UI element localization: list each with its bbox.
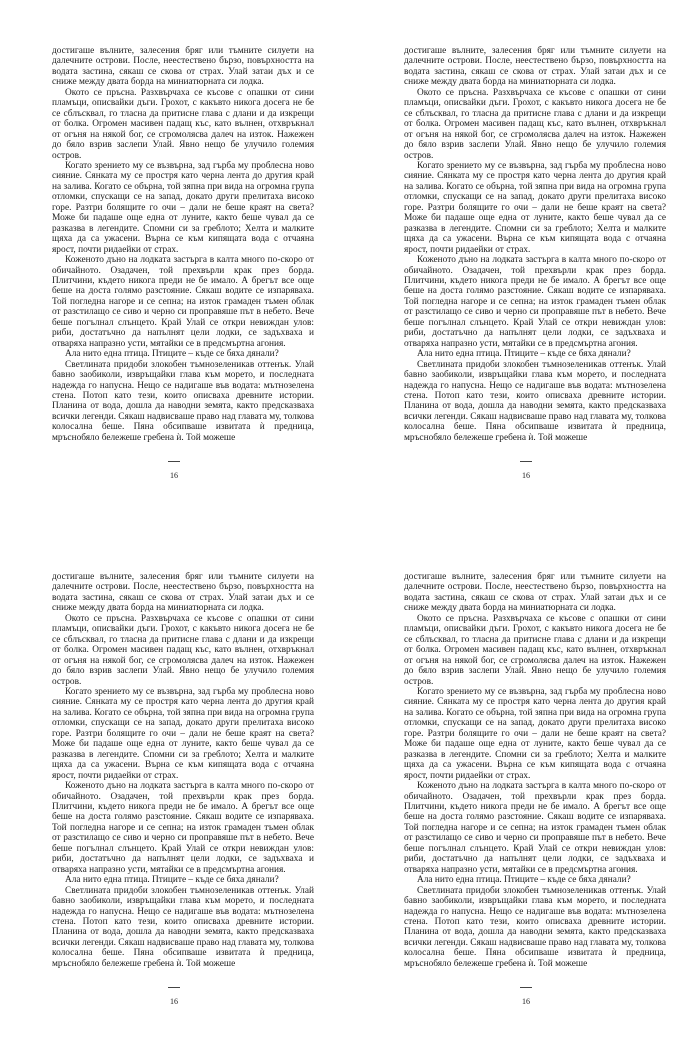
paragraph: Коженото дъно на лодката застърга в калта много по-скоро от обичайното. Озадачен, той прехвърли крак през борда. Плитчини, където никога преди не бе имало. А брегът все още беше на доста голямо разстояние. Сякаш водите се изпаряваха. Той погледна нагоре и се сепна; на изток грамаден тъмен облак от разстилащо се сиво и черно си проправяше път в небето. Вече беше погълнал слънцето. Край Улай се откри невиждан улов: риби, достатъчно да напълнят цели лодки, се задъхваха и отваряха напразно усти, мятайки се в предсмъртна агония. — [404, 781, 666, 875]
paragraph: Коженото дъно на лодката застърга в калта много по-скоро от обичайното. Озадачен, той прехвърли крак през борда. Плитчини, където никога преди не бе имало. А брегът все още беше на доста голямо разстояние. Сякаш водите се изпаряваха. Той погледна нагоре и се сепна; на изток грамаден тъмен облак от разстилащо се сиво и черно си проправяше път в небето. Вече беше погълнал слънцето. Край Улай се откри невиждан улов: риби, достатъчно да напълнят цели лодки, се задъхваха и отваряха напразно усти, мятайки се в предсмъртна агония. — [52, 255, 314, 349]
paragraph: Когато зрението му се възвърна, зад гърба му проблесна ново сияние. Сянката му се простря като черна лента до другия край на залива. Когато се обърна, той зяпна при вида на огромна група отломки, спускащи се на запад, докато други прелитаха високо горе. Разтри болящите го очи – дали не беше краят на света? Може би падаше още една от луните, както беше чувал да се разказва в легендите. Спомни си за греблото; Хелта и малките щяха да са ужасени. Върна се към кипящата вода с отчаяна ярост, почти ридаейки от страх. — [404, 160, 666, 255]
paragraph: достигаше вълните, залесения бряг или тъмните силуети на далечните острови. После, неестествено бързо, повърхността на водата застина, сякаш се скова от страх. Улай затаи дъх и се сниже между двата борда на миниатюрната си лодка. — [404, 572, 666, 614]
paragraph: Окото се пръсна. Разхвърчаха се късове с опашки от сини пламъци, описвайки дъги. Грохот, с какъвто никога досега не бе се сблъсквал, го тласна да притисне глава с длани и да изкрещи от болка. Огромен масивен падащ къс, като вълнен, отхвръкнал от огъня на някой бог, се сгромолясва далеч на изток. Нажежен до бяло взрив заслепи Улай. Явно нещо бе улучило големия остров. — [52, 87, 314, 161]
paragraph: Окото се пръсна. Разхвърчаха се късове с опашки от сини пламъци, описвайки дъги. Грохот, с какъвто никога досега не бе се сблъсквал, го тласна да притисне глава с длани и да изкрещи от болка. Огромен масивен падащ къс, като вълнен, отхвръкнал от огъня на някой бог, се сгромолясва далеч на изток. Нажежен до бяло взрив заслепи Улай. Явно нещо бе улучило големия остров. — [404, 613, 666, 687]
footer-rule — [168, 987, 180, 988]
page-number: 16 — [522, 471, 530, 480]
book-page-bottom-left — [0, 526, 348, 1049]
book-page-top-right — [352, 0, 700, 523]
paragraph: Светлината придоби злокобен тъмнозеленикав оттенък. Улай бавно заобиколи, извръщайки глава към морето, и последната надежда го напусна. Нещо се надигаше във водата: мътнозелена стена. Потоп като тези, които описваха древните истории. Планина от вода, дошла да наводни земята, както предсказваха всички легенди. Сякаш надвисваше право над главата му, толкова колосална беше. Пяна обсипваше извитата ѝ предница, мръснобяло бележеше гребена ѝ. Той можеше — [52, 885, 314, 969]
page-text-column — [52, 572, 314, 969]
paragraph: достигаше вълните, залесения бряг или тъмните силуети на далечните острови. После, неестествено бързо, повърхността на водата застина, сякаш се скова от страх. Улай затаи дъх и се сниже между двата борда на миниатюрната си лодка. — [52, 572, 314, 614]
page-footer — [352, 461, 700, 483]
paragraph: Окото се пръсна. Разхвърчаха се късове с опашки от сини пламъци, описвайки дъги. Грохот, с какъвто никога досега не бе се сблъсквал, го тласна да притисне глава с длани и да изкрещи от болка. Огромен масивен падащ къс, като вълнен, отхвръкнал от огъня на някой бог, се сгромолясва далеч на изток. Нажежен до бяло взрив заслепи Улай. Явно нещо бе улучило големия остров. — [52, 613, 314, 687]
footer-rule — [520, 461, 532, 462]
paragraph: Светлината придоби злокобен тъмнозеленикав оттенък. Улай бавно заобиколи, извръщайки глава към морето, и последната надежда го напусна. Нещо се надигаше във водата: мътнозелена стена. Потоп като тези, които описваха древните истории. Планина от вода, дошла да наводни земята, както предсказваха всички легенди. Сякаш надвисваше право над главата му, толкова колосална беше. Пяна обсипваше извитата ѝ предница, мръснобяло бележеше гребена ѝ. Той можеше — [404, 885, 666, 969]
paragraph: Ала нито една птица. Птиците – къде се бяха дянали? — [65, 875, 279, 886]
book-page-bottom-right — [352, 526, 700, 1049]
paragraph: Когато зрението му се възвърна, зад гърба му проблесна ново сияние. Сянката му се простря като черна лента до другия край на залива. Когато се обърна, той зяпна при вида на огромна група отломки, спускащи се на запад, докато други прелитаха високо горе. Разтри болящите го очи – дали не беше краят на света? Може би падаше още една от луните, както беше чувал да се разказва в легендите. Спомни си за греблото; Хелта и малките щяха да са ужасени. Върна се към кипящата вода с отчаяна ярост, почти ридаейки от страх. — [404, 686, 666, 781]
page-number: 16 — [170, 471, 178, 480]
paragraph: Когато зрението му се възвърна, зад гърба му проблесна ново сияние. Сянката му се простря като черна лента до другия край на залива. Когато се обърна, той зяпна при вида на огромна група отломки, спускащи се на запад, докато други прелитаха високо горе. Разтри болящите го очи – дали не беше краят на света? Може би падаше още една от луните, както беше чувал да се разказва в легендите. Спомни си за греблото; Хелта и малките щяха да са ужасени. Върна се към кипящата вода с отчаяна ярост, почти ридаейки от страх. — [52, 686, 314, 781]
page-footer — [0, 987, 348, 1009]
page-number: 16 — [522, 997, 530, 1006]
book-page-top-left — [0, 0, 348, 523]
paragraph: Ала нито една птица. Птиците – къде се бяха дянали? — [417, 349, 631, 360]
paragraph: Светлината придоби злокобен тъмнозеленикав оттенък. Улай бавно заобиколи, извръщайки глава към морето, и последната надежда го напусна. Нещо се надигаше във водата: мътнозелена стена. Потоп като тези, които описваха древните истории. Планина от вода, дошла да наводни земята, както предсказваха всички легенди. Сякаш надвисваше право над главата му, толкова колосална беше. Пяна обсипваше извитата ѝ предница, мръснобяло бележеше гребена ѝ. Той можеше — [52, 359, 314, 443]
paragraph: достигаше вълните, залесения бряг или тъмните силуети на далечните острови. После, неестествено бързо, повърхността на водата застина, сякаш се скова от страх. Улай затаи дъх и се сниже между двата борда на миниатюрната си лодка. — [52, 46, 314, 88]
paragraph: Ала нито една птица. Птиците – къде се бяха дянали? — [417, 875, 631, 886]
paragraph: Когато зрението му се възвърна, зад гърба му проблесна ново сияние. Сянката му се простря като черна лента до другия край на залива. Когато се обърна, той зяпна при вида на огромна група отломки, спускащи се на запад, докато други прелитаха високо горе. Разтри болящите го очи – дали не беше краят на света? Може би падаше още една от луните, както беше чувал да се разказва в легендите. Спомни си за греблото; Хелта и малките щяха да са ужасени. Върна се към кипящата вода с отчаяна ярост, почти ридаейки от страх. — [52, 160, 314, 255]
paragraph: Коженото дъно на лодката застърга в калта много по-скоро от обичайното. Озадачен, той прехвърли крак през борда. Плитчини, където никога преди не бе имало. А брегът все още беше на доста голямо разстояние. Сякаш водите се изпаряваха. Той погледна нагоре и се сепна; на изток грамаден тъмен облак от разстилащо се сиво и черно си проправяше път в небето. Вече беше погълнал слънцето. Край Улай се откри невиждан улов: риби, достатъчно да напълнят цели лодки, се задъхваха и отваряха напразно усти, мятайки се в предсмъртна агония. — [52, 781, 314, 875]
page-footer — [352, 987, 700, 1009]
page-text-column — [52, 46, 314, 443]
page-text-column — [404, 572, 666, 969]
page-text-column — [404, 46, 666, 443]
page-number: 16 — [170, 997, 178, 1006]
footer-rule — [168, 461, 180, 462]
paragraph: Светлината придоби злокобен тъмнозеленикав оттенък. Улай бавно заобиколи, извръщайки глава към морето, и последната надежда го напусна. Нещо се надигаше във водата: мътнозелена стена. Потоп като тези, които описваха древните истории. Планина от вода, дошла да наводни земята, както предсказваха всички легенди. Сякаш надвисваше право над главата му, толкова колосална беше. Пяна обсипваше извитата ѝ предница, мръснобяло бележеше гребена ѝ. Той можеше — [404, 359, 666, 443]
paragraph: достигаше вълните, залесения бряг или тъмните силуети на далечните острови. После, неестествено бързо, повърхността на водата застина, сякаш се скова от страх. Улай затаи дъх и се сниже между двата борда на миниатюрната си лодка. — [404, 46, 666, 88]
footer-rule — [520, 987, 532, 988]
paragraph: Ала нито една птица. Птиците – къде се бяха дянали? — [65, 349, 279, 360]
paragraph: Окото се пръсна. Разхвърчаха се късове с опашки от сини пламъци, описвайки дъги. Грохот, с какъвто никога досега не бе се сблъсквал, го тласна да притисне глава с длани и да изкрещи от болка. Огромен масивен падащ къс, като вълнен, отхвръкнал от огъня на някой бог, се сгромолясва далеч на изток. Нажежен до бяло взрив заслепи Улай. Явно нещо бе улучило големия остров. — [404, 87, 666, 161]
paragraph: Коженото дъно на лодката застърга в калта много по-скоро от обичайното. Озадачен, той прехвърли крак през борда. Плитчини, където никога преди не бе имало. А брегът все още беше на доста голямо разстояние. Сякаш водите се изпаряваха. Той погледна нагоре и се сепна; на изток грамаден тъмен облак от разстилащо се сиво и черно си проправяше път в небето. Вече беше погълнал слънцето. Край Улай се откри невиждан улов: риби, достатъчно да напълнят цели лодки, се задъхваха и отваряха напразно усти, мятайки се в предсмъртна агония. — [404, 255, 666, 349]
page-footer — [0, 461, 348, 483]
